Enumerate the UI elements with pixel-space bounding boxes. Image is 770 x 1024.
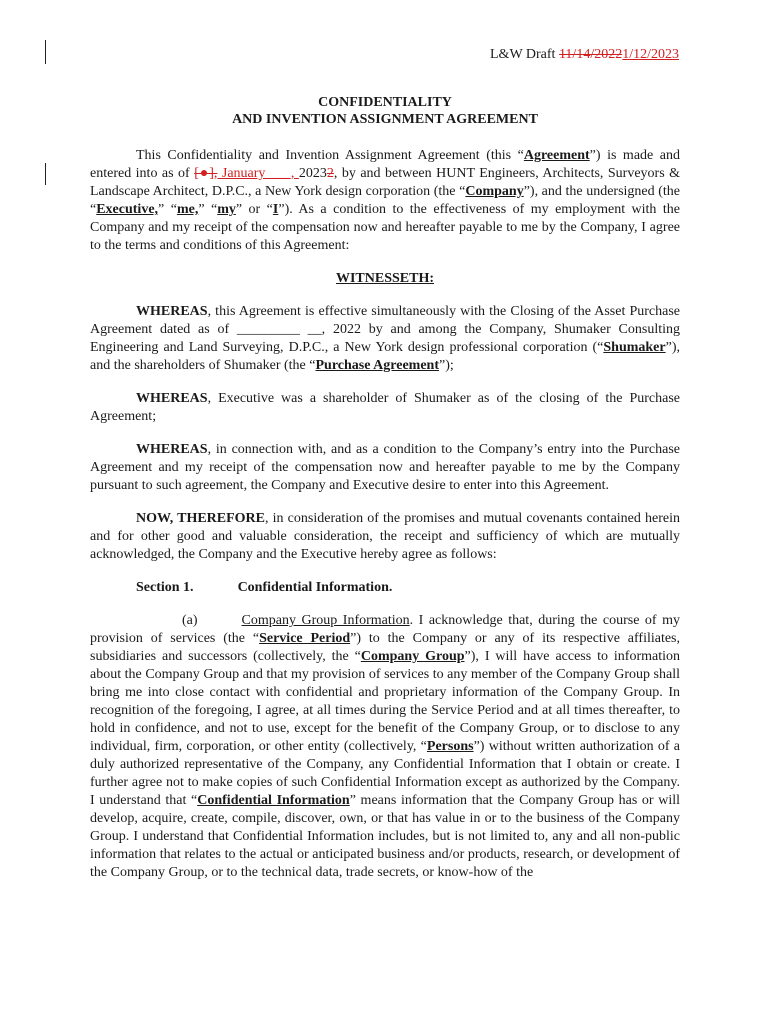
whereas-text: , this Agreement is effective simultaneously with the Closing of the Asset Purchase Agreement dated as of _________ __, 2022 by and among the Company, Shumaker Consulting Engineering and Land Surveying, D.P.C., a New York design professional corporation (“ xyxy=(90,304,680,355)
document-title xyxy=(90,94,680,128)
whereas-lead: WHEREAS xyxy=(136,442,208,457)
now-therefore-text: , in consideration of the promises and mutual covenants contained herein and for other good and valuable consideration, the receipt and sufficiency of which are mutually acknowledged, the Company and the Executive hereby agree as follows: xyxy=(90,511,680,562)
intro-text: , by and between HUNT Engineers, Architects, Surveyors & Landscape Architect, D.P.C., a New York design corporation (the “ xyxy=(90,166,681,199)
deleted-year-digit: 2 xyxy=(326,166,334,181)
now-therefore-paragraph xyxy=(90,510,680,564)
intro-text: ”). As a condition to the effectiveness of my employment with the Company and my receipt of the compensation now and hereafter payable to me by the Company, I agree to the terms and conditions of this Agreement: xyxy=(90,202,680,253)
now-therefore-lead: NOW, THEREFORE xyxy=(136,511,266,526)
whereas-text: , in connection with, and as a condition to the Company’s entry into the Purchase Agreement and my receipt of the compensation now and hereafter payable to me by the Company pursuant to such agreement, the Company and Executive desire to enter into this Agreement. xyxy=(90,442,680,493)
deleted-placeholder: [●], xyxy=(194,166,218,181)
intro-paragraph xyxy=(90,147,680,255)
section-1-heading xyxy=(90,579,680,597)
defined-term-executive: Executive, xyxy=(96,202,159,217)
subsection-text: ”) without written authorization of a duly authorized representative of the Company, any Confidential Information that I obtain or create. I further agree not to make copies of such Confidential Information except as authorized by the Company. I understand that “ xyxy=(90,739,680,808)
defined-term-persons: Persons xyxy=(426,739,474,754)
defined-term-confidential-information: Confidential Information xyxy=(197,793,350,808)
subsection-a-paragraph xyxy=(90,612,680,882)
subsection-text: ”) to the Company or any of its respective affiliates, subsidiaries and successors (collectively, the “ xyxy=(90,631,681,664)
subsection-label: (a) xyxy=(182,613,198,628)
whereas-paragraph-2 xyxy=(90,390,680,426)
subsection-text: . I acknowledge that, during the course of my provision of services (the “ xyxy=(90,613,680,646)
subsection-heading: Company Group Information xyxy=(241,613,410,628)
draft-header xyxy=(490,47,679,63)
subsection-text: ” means information that the Company Group has or will develop, acquire, create, compile, discover, own, or that has value in or to the business of the Company Group. I understand that Confidential Information includes, but is not limited to, any and all non-public information that relates to the actual or anticipated business and/or products, research, or development of the Company Group, or to the technical data, trade secrets, or know-how of the xyxy=(90,793,680,880)
inserted-date-text: January ___, xyxy=(217,166,299,181)
defined-term-company-group: Company Group xyxy=(360,649,465,664)
whereas-paragraph-3 xyxy=(90,441,680,495)
year-text: 2023 xyxy=(298,166,327,181)
defined-term-shumaker: Shumaker xyxy=(603,340,666,355)
defined-term-my: my xyxy=(217,202,236,217)
title-line-2: AND INVENTION ASSIGNMENT AGREEMENT xyxy=(232,112,538,127)
intro-text: ” “ xyxy=(198,202,218,217)
section-title: Confidential Information. xyxy=(237,580,393,595)
witnesseth-heading: WITNESSETH: xyxy=(335,271,435,286)
document-body xyxy=(90,147,680,882)
title-line-1: CONFIDENTIALITY xyxy=(318,95,452,110)
intro-text: ” “ xyxy=(158,202,177,217)
intro-text: This Confidentiality and Invention Assignment Agreement (this “ xyxy=(136,148,524,163)
whereas-text: ”), and the shareholders of Shumaker (the “ xyxy=(90,340,680,373)
whereas-paragraph-1 xyxy=(90,303,680,375)
intro-text: ”), and the undersigned (the “ xyxy=(90,184,680,217)
whereas-text: ”); xyxy=(439,358,454,373)
whereas-lead: WHEREAS xyxy=(136,391,208,406)
intro-text: ”) is made and entered into as of xyxy=(90,148,680,181)
defined-term-company: Company xyxy=(465,184,524,199)
defined-term-i: I xyxy=(272,202,279,217)
defined-term-agreement: Agreement xyxy=(523,148,590,163)
subsection-text: ”), I will have access to information about the Company Group and that my provision of services to any member of the Company Group shall bring me into close contact with confidential and proprietary information of the Company Group. In recognition of the foregoing, I agree, at all times during the Service Period and at all times thereafter, to hold in confidence, and not to use, except for the benefit of the Company Group, or to disclose to any individual, firm, corporation, or other entity (collectively, “ xyxy=(90,649,680,754)
whereas-lead: WHEREAS xyxy=(136,304,208,319)
inserted-date: 1/12/2023 xyxy=(622,47,679,62)
header-prefix: L&W Draft xyxy=(490,47,559,62)
revision-bar xyxy=(45,163,46,185)
defined-term-purchase-agreement: Purchase Agreement xyxy=(315,358,439,373)
whereas-text: , Executive was a shareholder of Shumaker as of the closing of the Purchase Agreement; xyxy=(90,391,680,424)
section-number: Section 1. xyxy=(136,580,194,595)
defined-term-me: me, xyxy=(176,202,199,217)
deleted-date: 11/14/2022 xyxy=(558,47,623,62)
intro-text: ” or “ xyxy=(235,202,273,217)
revision-bar xyxy=(45,40,46,64)
defined-term-service-period: Service Period xyxy=(259,631,351,646)
